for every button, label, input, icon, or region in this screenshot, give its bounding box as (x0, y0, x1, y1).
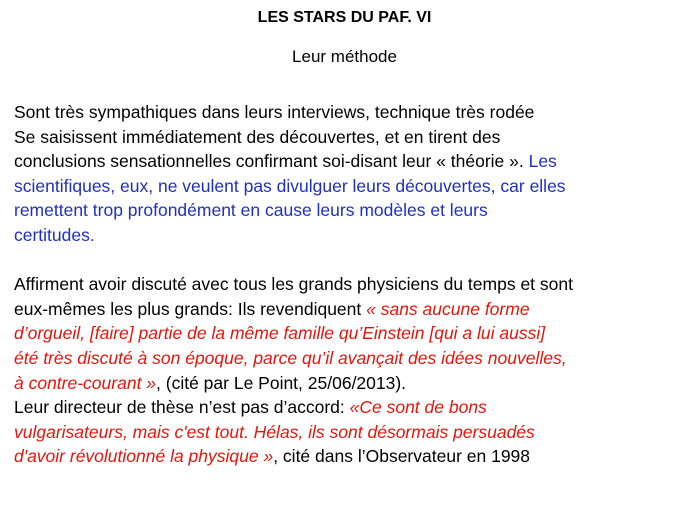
p2-line-8-quote: d'avoir révolutionné la physique » (14, 446, 274, 467)
p1-line-6: certitudes. (14, 224, 95, 245)
p1-line-3-blue-text: Les (528, 151, 557, 172)
p2-line-6-quote: «Ce sont de bons (349, 397, 487, 418)
p2-line-6 (14, 395, 688, 420)
p1-line-2: Se saisissent immédiatement des découvertes, et en tirent des (14, 126, 501, 147)
p2-line-1: Affirment avoir discuté avec tous les grands physiciens du temps et sont (14, 274, 573, 295)
p2-line-6-text: Leur directeur de thèse n’est pas d’accord: (14, 397, 350, 418)
p2-line-5-quote: à contre-courant » (14, 372, 157, 393)
p2-line-2-quote: « sans aucune forme (366, 298, 530, 319)
p2-line-5-citation: , (cité par Le Point, 25/06/2013). (156, 372, 407, 393)
paragraph-gap (14, 248, 688, 273)
p1-line-5: remettent trop profondément en cause leurs modèles et leurs (14, 200, 488, 221)
p2-line-2 (14, 297, 688, 322)
p2-line-4: été très discuté à son époque, parce qu’il avançait des idées nouvelles, (14, 347, 567, 368)
slide-body (14, 100, 688, 469)
p1-line-4: scientifiques, eux, ne veulent pas divulguer leurs découvertes, car elles (14, 175, 566, 196)
p1-line-1: Sont très sympathiques dans leurs interviews, technique très rodée (14, 102, 535, 122)
p2-line-3: d’orgueil, [faire] partie de la même famille qu’Einstein [qui a lui aussi] (14, 323, 546, 344)
slide-title: LES STARS DU PAF. VI (257, 9, 432, 26)
p2-line-8 (14, 444, 688, 469)
p2-line-5 (14, 371, 688, 396)
p1-line-3 (14, 149, 688, 174)
p1-line-3-text: conclusions sensationnelles confirmant soi-disant leur « théorie ». (14, 151, 529, 172)
slide-subtitle: Leur méthode (292, 47, 397, 66)
p2-line-2-text: eux-mêmes les plus grands: Ils revendiquent (14, 298, 367, 319)
p2-line-7: vulgarisateurs, mais c'est tout. Hélas, ils sont désormais persuadés (14, 421, 535, 442)
p2-line-8-citation: , cité dans l’Observateur en 1998 (273, 446, 531, 467)
